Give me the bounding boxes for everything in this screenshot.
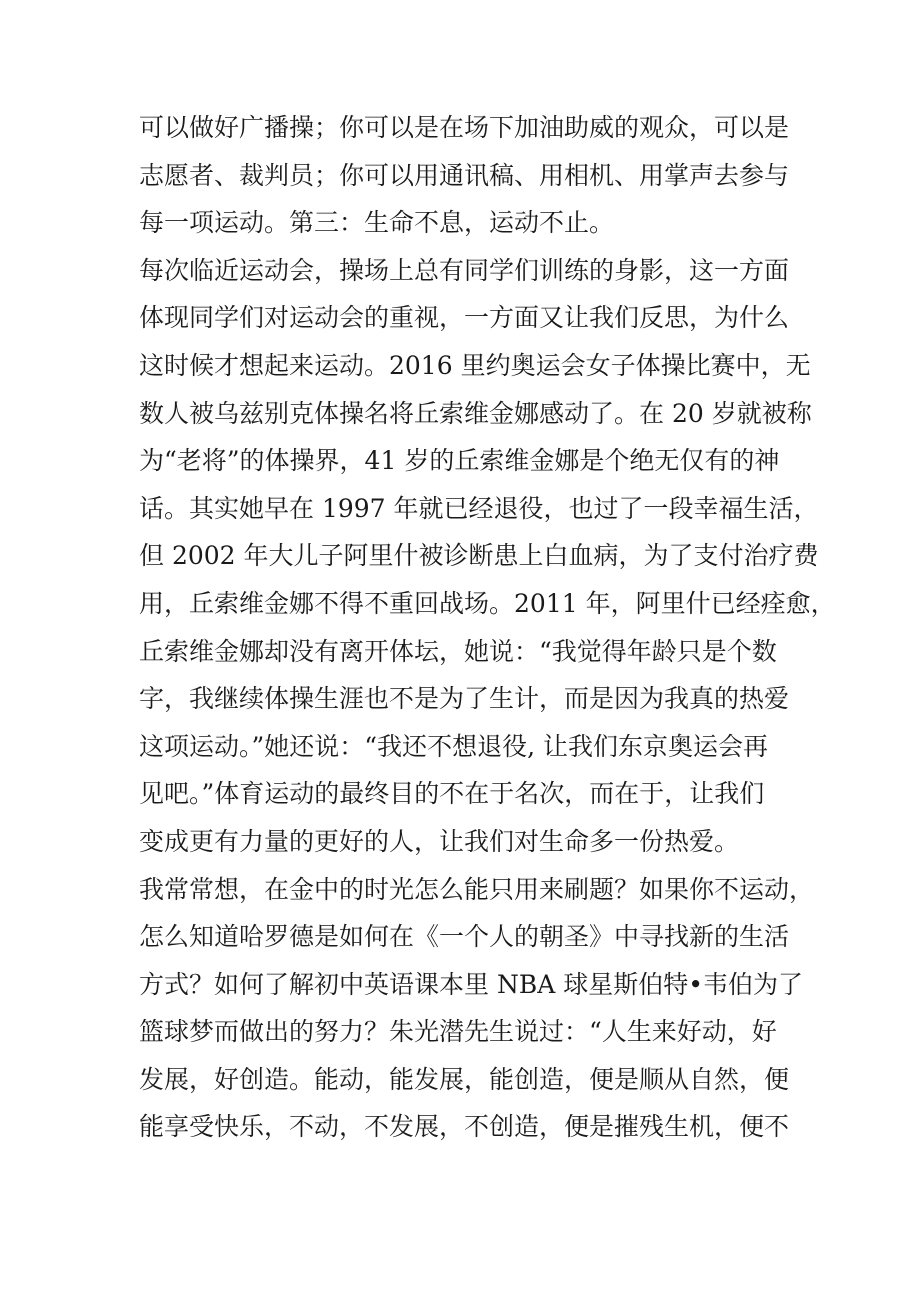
- text-line: 志愿者、裁判员；你可以用通讯稿、用相机、用掌声去参与: [139, 160, 790, 190]
- text-line: 发展，好创造。能动，能发展，能创造，便是顺从自然，便: [139, 1064, 790, 1094]
- text-line: 丘索维金娜却没有离开体坛，她说：“我觉得年龄只是个数: [139, 636, 777, 666]
- text-line: 这时候才想起来运动。2016 里约奥运会女子体操比赛中，无: [139, 350, 811, 380]
- text-line: 字，我继续体操生涯也不是为了生计，而是因为我真的热爱: [139, 684, 790, 714]
- text-line: 见吧。”体育运动的最终目的不在于名次，而在于，让我们: [139, 779, 765, 809]
- text-line: 篮球梦而做出的努力？朱光潜先生说过：“人生来好动，好: [139, 1017, 777, 1047]
- text-line: 话。其实她早在 1997 年就已经退役，也过了一段幸福生活，: [139, 493, 819, 523]
- text-line: 方式？如何了解初中英语课本里 NBA 球星斯伯特•韦伯为了: [139, 969, 803, 999]
- text-line: 体现同学们对运动会的重视，一方面又让我们反思，为什么: [139, 303, 790, 333]
- text-line: 我常常想，在金中的时光怎么能只用来刷题？如果你不运动，: [139, 874, 815, 904]
- text-line: 每一项运动。第三：生命不息，运动不止。: [139, 208, 615, 238]
- text-line: 变成更有力量的更好的人，让我们对生命多一份热爱。: [139, 826, 740, 856]
- text-line: 数人被乌兹别克体操名将丘索维金娜感动了。在 20 岁就被称: [139, 398, 812, 428]
- text-line: 用，丘索维金娜不得不重回战场。2011 年，阿里什已经痊愈，: [139, 588, 836, 618]
- text-line: 但 2002 年大儿子阿里什被诊断患上白血病，为了支付治疗费: [139, 541, 819, 571]
- text-line: 这项运动。”她还说：“我还不想退役, 让我们东京奥运会再: [139, 731, 768, 761]
- body-text: [139, 104, 836, 1151]
- text-line: 为“老将”的体操界，41 岁的丘索维金娜是个绝无仅有的神: [139, 446, 780, 476]
- text-line: 怎么知道哈罗德是如何在《一个人的朝圣》中寻找新的生活: [139, 922, 790, 952]
- text-line: 能享受快乐，不动，不发展，不创造，便是摧残生机，便不: [139, 1112, 790, 1142]
- text-line: 可以做好广播操；你可以是在场下加油助威的观众，可以是: [139, 113, 790, 142]
- text-line: 每次临近运动会，操场上总有同学们训练的身影，这一方面: [139, 255, 790, 285]
